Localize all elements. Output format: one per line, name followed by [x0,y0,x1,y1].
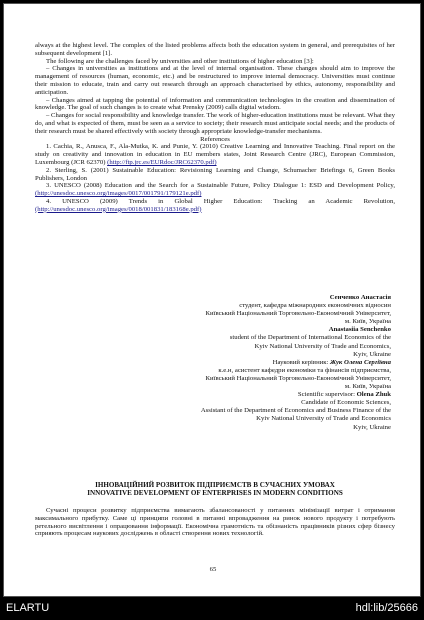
article-title-ua: ІННОВАЦІЙНИЙ РОЗВИТОК ПІДПРИЄМСТВ В СУЧАСНИХ УМОВАХ [95,481,335,489]
supervisor-line: Київський Національний Торговельно-Економічний Університет, [205,374,391,382]
author-line: Kyiv, Ukraine [353,350,391,358]
paragraph: Сучасні процеси розвитку підприємства вимагають збалансованості у питаннях мінімізації витрат і отримання максимального прибутку. Саме ці принципи головні в питанні впровадження на ринок нового продукту і потребують ретельного висвітлення і опрацювання інформації. Економічна грамотність та обізнаність працівників різних сфер бізнесу сприяють процесам наукових досліджень в області створення нових технологій. [35,507,395,538]
paragraph: always at the highest level. The complex of the listed problems affects both the education system in general, and prerequisites of her subsequent development [1]. [35,42,395,57]
footer-bar [0,598,424,620]
reference-item: 2. Sterling, S. (2001) Sustainable Education: Revisioning Learning and Change, Schumacher Briefings 6, Green Books Publishers, London [35,166,395,182]
supervisor-line: м. Київ, Україна [344,383,391,391]
author-line: Kyiv National University of Trade and Economics, [254,342,391,350]
supervisor-line: Kyiv National University of Trade and Economics [256,415,391,423]
reference-link[interactable]: (http://unesdoc.unesco.org/images/0017/001791/179121e.pdf) [35,190,202,198]
supervisor-line: к.е.н, асистент кафедри економіки та фінансів підприємства, [218,366,391,374]
page-number: 65 [209,566,217,573]
author-line: Київський Національний Торговельно-Економічний Університет, [205,310,391,318]
author-line: студент, кафедра міжнародних економічних відносин [239,302,391,310]
top-text [35,42,395,214]
supervisor-line: Kyiv, Ukraine [353,423,391,431]
supervisor-ua: Науковий керівник: Жук Олена Сергіївна [272,358,391,366]
reference-item: 3. UNESCO (2008) Education and the Search for a Sustainable Future, Policy Dialogue 1: ESD and Development Policy, (http://unesdoc.unesco.org/images/0017/001791/179121e.pdf) [35,182,395,198]
reference-item: 1. Cachia, R., Anusca, F., Ala-Mutka, K. and Punie, Y. (2010) Creative Learning and Innovative Teaching. Final report on the study on creativity and innovation in education in EU members states, Joint Research Centre (JRC), European Commission, Luxembourg (JCR 62370) (http://ftp.jrc.es/EURdoc/JRC62370.pdf) [35,143,395,166]
supervisor-en: Scientific supervisor: Olena Zhuk [297,391,391,399]
paragraph: – Changes in universities as institutions and at the level of internal organisation. These changes should aim to improve the management of resources (human, economic, etc.) and be restructured to improve internal democracy. Universities must continue their mission to educate, train and carry out research through an approach characterised by ethics, autonomy, responsibility and anticipation. [35,65,395,96]
author-block [91,294,391,432]
paragraph: The following are the challenges faced by universities and other institutions of higher education [3]: [46,57,314,65]
reference-link[interactable]: (http://unesdoc.unesco.org/images/0018/001831/183168e.pdf) [35,205,202,213]
supervisor-line: Candidate of Economic Sciences, [301,399,391,407]
article-title-en: INNOVATIVE DEVELOPMENT OF ENTERPRISES IN MODERN CONDITIONS [87,489,343,498]
article-title [35,481,395,498]
references-heading: References [200,135,230,143]
document-page [3,3,421,597]
reference-item: 4. UNESCO (2009) Trends in Global Higher Education: Tracking an Academic Revolution, (http://unesdoc.unesco.org/images/0018/001831/183168e.pdf) [35,197,395,213]
paragraph: – Changes for social responsibility and knowledge transfer. The work of higher-education institutions must be relevant. What they do, and what is expected of them, must be seen as a service to society; their research must anticipate social needs; and the products of their research must be shared effectively with society through appropriate knowledge-transfer mechanisms. [35,112,395,135]
paragraph: – Changes aimed at tapping the potential of information and communication technologies in the creation and dissemination of knowledge. The goal of such changes is to create what Prensky (2009) calls digital wisdom. [35,96,395,112]
supervisor-line: Assistant of the Department of Economics and Business Finance of the [200,407,391,415]
author-line: student of the Department of International Economics of the [229,334,391,342]
footer-right: hdl:lib/25666 [355,602,418,614]
article-body [35,507,395,538]
author-name-en: Anastasiia Senchenko [328,326,391,334]
author-name-ua: Сенченко Анастасія [329,294,391,301]
author-line: м. Київ, Україна [344,318,391,326]
reference-link[interactable]: (http://ftp.jrc.es/EURdoc/JRC62370.pdf) [107,158,217,166]
footer-left: ELARTU [6,602,50,614]
